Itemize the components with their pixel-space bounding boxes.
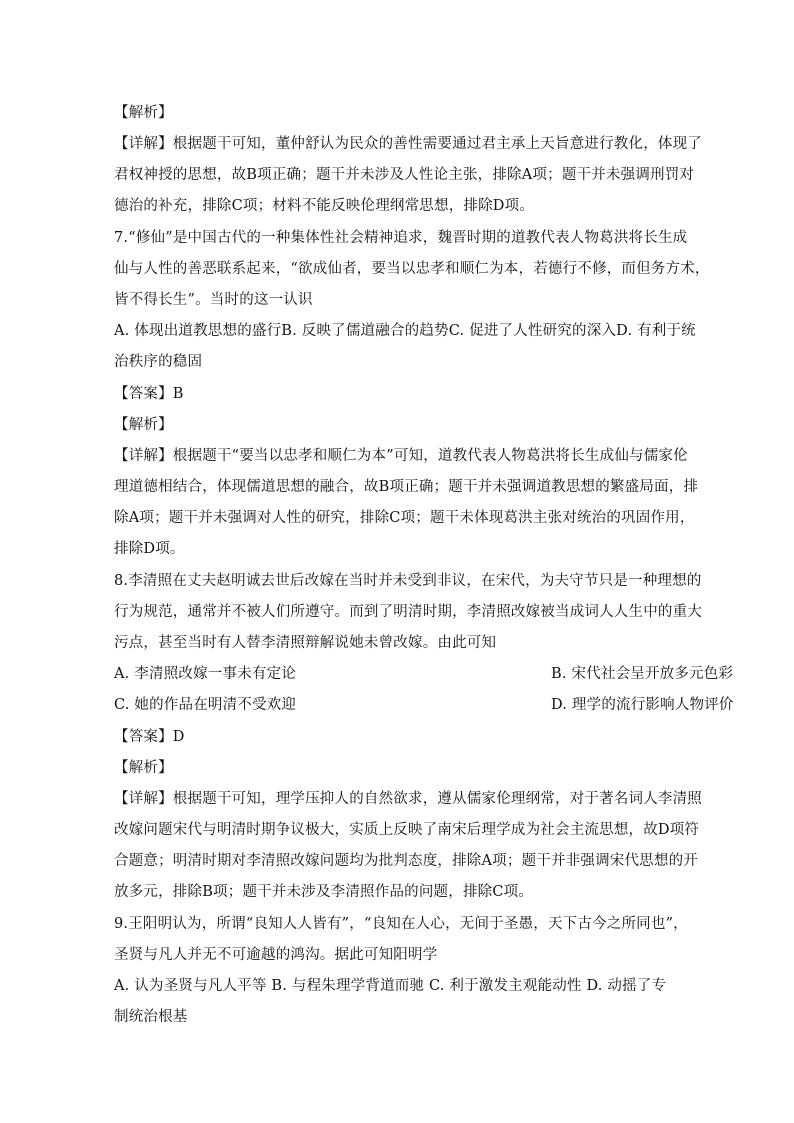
q8-option-d: D. 理学的流行影响人物评价 <box>551 697 734 713</box>
q7-stem-line: 7.“修仙”是中国古代的一种集体性社会精神追求，魏晋时期的道教代表人物葛洪将长生成 <box>114 230 688 246</box>
q8-detail-line: 放多元，排除B项；题干并未涉及李清照作品的问题，排除C项。 <box>114 884 534 900</box>
q7-detail-line: 理道德相结合，体现儒道思想的融合，故B项正确；题干并未强调道教思想的繁盛局面，排 <box>114 479 699 495</box>
q9-stem-line: 圣贤与凡人并无不可逾越的鸿沟。据此可知阳明学 <box>114 947 438 963</box>
q7-detail-line: 【详解】根据题干“要当以忠孝和顺仁为本”可知，道教代表人物葛洪将长生成仙与儒家伦 <box>114 448 688 464</box>
q9-options-line: A. 认为圣贤与凡人平等 B. 与程朱理学背道而驰 C. 利于激发主观能动性 D. 动摇了专 <box>114 978 667 994</box>
q8-detail-line: 改嫁问题宋代与明清时期争议极大，实质上反映了南宋后理学成为社会主流思想，故D项符 <box>114 822 700 838</box>
q8-stem-line: 污点，甚至当时有人替李清照辩解说她未曾改嫁。由此可知 <box>114 635 497 651</box>
q8-stem-line: 行为规范，通常并不被人们所遵守。而到了明清时期，李清照改嫁被当成词人人生中的重大 <box>114 604 702 620</box>
q7-analysis-label: 【解析】 <box>114 417 173 433</box>
q7-options-line: 治秩序的稳固 <box>114 354 203 370</box>
q7-answer: 【答案】B <box>114 386 184 402</box>
q8-option-a: A. 李清照改嫁一事未有定论 <box>114 666 296 682</box>
q7-stem-line: 皆不得长生”。当时的这一认识 <box>114 292 313 308</box>
q8-options-row-2 <box>114 695 734 715</box>
q8-answer: 【答案】D <box>114 729 185 745</box>
q8-analysis-label: 【解析】 <box>114 760 173 776</box>
q8-detail-line: 合题意；明清时期对李清照改嫁问题均为批判态度，排除A项；题干并非强调宋代思想的开 <box>114 853 698 869</box>
q7-options-line: A. 体现出道教思想的盛行B. 反映了儒道融合的趋势C. 促进了人性研究的深入D. 有利于统 <box>114 323 696 339</box>
q6-analysis-label: 【解析】 <box>114 105 173 121</box>
q7-detail-line: 排除D项。 <box>114 541 185 557</box>
q9-stem-line: 9.王阳明认为，所谓“良知人人皆有”，“良知在人心，无间于圣愚，天下古今之所同也”， <box>114 916 688 932</box>
q8-option-b: B. 宋代社会呈开放多元色彩 <box>551 666 734 682</box>
q8-option-c: C. 她的作品在明清不受欢迎 <box>114 697 297 713</box>
q8-stem-line: 8.李清照在丈夫赵明诚去世后改嫁在当时并未受到非议，在宋代，为夫守节只是一种理想的 <box>114 573 702 589</box>
q8-detail-line: 【详解】根据题干可知，理学压抑人的自然欲求，遵从儒家伦理纲常，对于著名词人李清照 <box>114 791 702 807</box>
q6-detail-line: 君权神授的思想，故B项正确；题干并未涉及人性论主张，排除A项；题干并未强调刑罚对 <box>114 167 695 183</box>
q6-detail-line: 德治的补充，排除C项；材料不能反映伦理纲常思想，排除D项。 <box>114 198 535 214</box>
q7-detail-line: 除A项；题干并未强调对人性的研究，排除C项；题干未体现葛洪主张对统治的巩固作用， <box>114 510 695 526</box>
q9-options-line: 制统治根基 <box>114 1009 188 1025</box>
q6-detail-line: 【详解】根据题干可知，董仲舒认为民众的善性需要通过君主承上天旨意进行教化，体现了 <box>114 136 702 152</box>
q8-options-row-1 <box>114 664 734 684</box>
q7-stem-line: 仙与人性的善恶联系起来，“欲成仙者，要当以忠孝和顺仁为本，若德行不修，而但务方术， <box>114 261 710 277</box>
